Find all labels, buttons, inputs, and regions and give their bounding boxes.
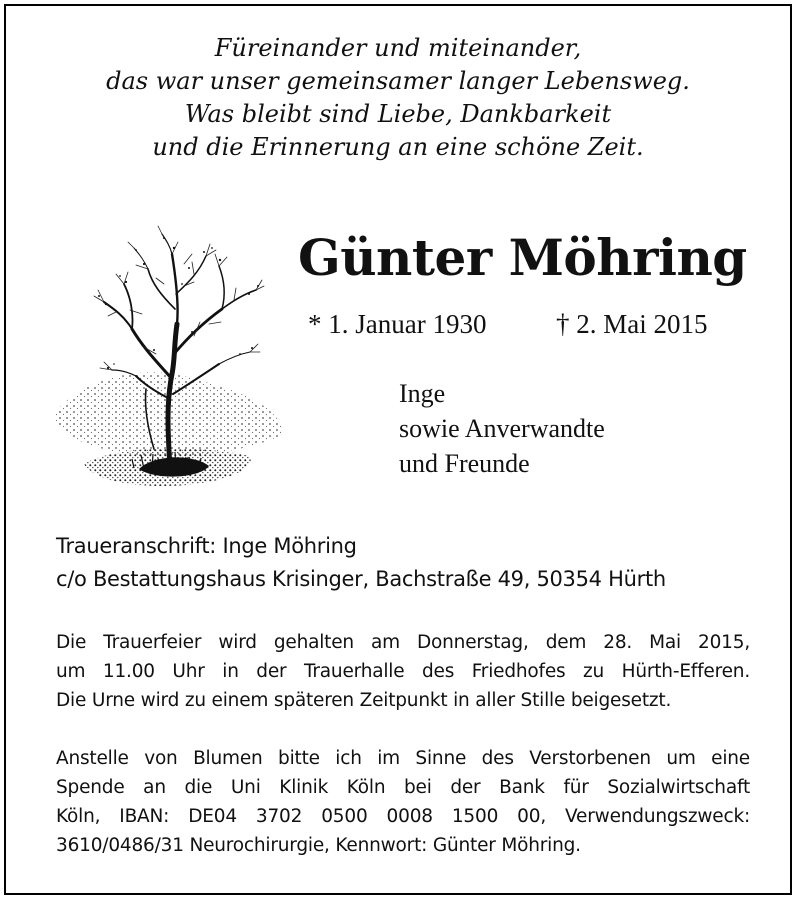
obituary-notice bbox=[4, 4, 792, 895]
address-line: Traueranschrift: Inge Möhring bbox=[56, 534, 357, 558]
funeral-service-paragraph bbox=[56, 628, 750, 715]
tree-illustration-icon bbox=[44, 224, 294, 504]
death-date: † 2. Mai 2015 bbox=[556, 309, 708, 339]
mourner-line: sowie Anverwandte bbox=[399, 414, 605, 443]
paragraph-line: Die Urne wird zu einem späteren Zeitpunkt in aller Stille beigesetzt. bbox=[56, 690, 672, 711]
motto-line: das war unser gemeinsamer langer Lebensweg. bbox=[106, 67, 690, 95]
mourning-address bbox=[56, 530, 666, 596]
motto-line: Füreinander und miteinander, bbox=[214, 34, 582, 62]
motto-line: und die Erinnerung an eine schöne Zeit. bbox=[152, 133, 644, 161]
paragraph-line: Köln, IBAN: DE04 3702 0500 0008 1500 00, Verwendungszweck: bbox=[56, 806, 750, 827]
motto-verse bbox=[6, 32, 790, 164]
donation-paragraph bbox=[56, 744, 750, 860]
deceased-name: Günter Möhring bbox=[298, 228, 747, 287]
paragraph-line: 3610/0486/31 Neurochirurgie, Kennwort: Günter Möhring. bbox=[56, 835, 581, 856]
address-line: c/o Bestattungshaus Krisinger, Bachstraße 49, 50354 Hürth bbox=[56, 567, 666, 591]
mourners-list bbox=[399, 376, 605, 481]
mourner-line: und Freunde bbox=[399, 449, 530, 478]
paragraph-line: Spende an die Uni Klinik Köln bei der Bank für Sozialwirtschaft bbox=[56, 777, 750, 798]
paragraph-line: um 11.00 Uhr in der Trauerhalle des Friedhofes zu Hürth-Efferen. bbox=[56, 661, 750, 682]
motto-line: Was bleibt sind Liebe, Dankbarkeit bbox=[184, 100, 612, 128]
mourner-line: Inge bbox=[399, 379, 446, 408]
paragraph-line: Die Trauerfeier wird gehalten am Donnerstag, dem 28. Mai 2015, bbox=[56, 632, 750, 653]
paragraph-line: Anstelle von Blumen bitte ich im Sinne des Verstorbenen um eine bbox=[56, 748, 750, 769]
birth-date: * 1. Januar 1930 bbox=[308, 309, 487, 339]
